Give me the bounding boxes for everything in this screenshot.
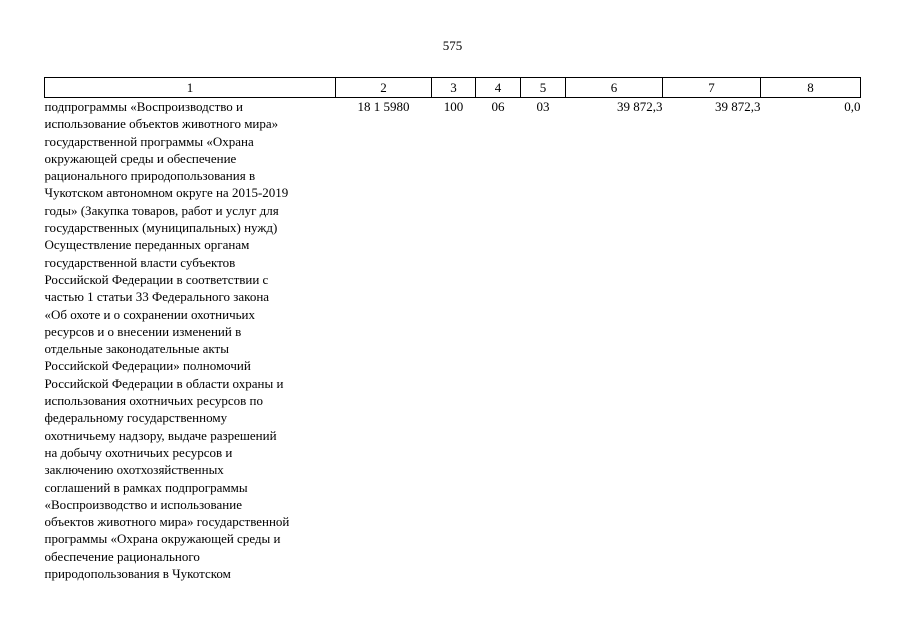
header-col-2: 2 <box>336 78 432 98</box>
cell-subsection: 03 <box>536 99 550 114</box>
description-line: окружающей среды и обеспечение <box>44 150 237 166</box>
page-number: 575 <box>442 38 463 53</box>
description-line: программы «Охрана окружающей среды и <box>44 531 281 547</box>
description-line: объектов животного мира» государственной <box>44 514 290 530</box>
description-line: «Воспроизводство и использование <box>44 496 242 512</box>
description-line: использование объектов животного мира» <box>44 116 279 132</box>
description-line: Российской Федерации» полномочий <box>44 358 251 374</box>
description-line: ресурсов и о внесении изменений в <box>44 323 242 339</box>
description-line: Российской Федерации в области охраны и <box>44 375 284 391</box>
header-col-7: 7 <box>663 78 761 98</box>
description-line: подпрограммы «Воспроизводство и <box>44 99 244 114</box>
description-line: государственной программы «Охрана <box>44 133 254 149</box>
header-col-5: 5 <box>521 78 566 98</box>
description-line: рационального природопользования в <box>44 168 256 184</box>
description-line: охотничьему надзору, выдаче разрешений <box>44 427 277 443</box>
description-line: Осуществление переданных органам <box>44 237 250 253</box>
table-header-row <box>45 78 861 98</box>
description-line: государственной власти субъектов <box>44 254 236 270</box>
cell-amount-total: 39 872,3 <box>617 99 663 114</box>
description-line: «Об охоте и о сохранении охотничьих <box>44 306 256 322</box>
cell-target-code: 18 1 5980 <box>357 99 410 114</box>
cell-amount-regional: 0,0 <box>844 99 861 114</box>
header-col-4: 4 <box>476 78 521 98</box>
row-description <box>45 98 336 583</box>
budget-table <box>44 77 861 582</box>
header-col-1: 1 <box>45 78 336 98</box>
description-line: обеспечение рационального <box>44 548 200 564</box>
header-col-8: 8 <box>761 78 861 98</box>
description-line: соглашений в рамках подпрограммы <box>44 479 248 495</box>
cell-amount-federal: 39 872,3 <box>715 99 761 114</box>
cell-expense-type: 100 <box>443 99 464 114</box>
description-line: государственных (муниципальных) нужд) <box>44 220 278 236</box>
description-line: использования охотничьих ресурсов по <box>44 393 263 409</box>
cell-section: 06 <box>491 99 505 114</box>
description-line: Чукотском автономном округе на 2015-2019 <box>44 185 289 201</box>
description-line: Российской Федерации в соответствии с <box>44 271 269 287</box>
description-line: годы» (Закупка товаров, работ и услуг для <box>44 202 279 218</box>
description-line: природопользования в Чукотском <box>44 566 231 582</box>
description-line: отдельные законодательные акты <box>44 341 229 357</box>
description-line: заключению охотхозяйственных <box>44 462 224 478</box>
description-line: на добычу охотничьих ресурсов и <box>44 444 233 460</box>
table-row <box>45 98 861 583</box>
description-line: федеральному государственному <box>44 410 228 426</box>
header-col-6: 6 <box>566 78 663 98</box>
header-col-3: 3 <box>432 78 476 98</box>
description-line: частью 1 статьи 33 Федерального закона <box>44 289 270 305</box>
